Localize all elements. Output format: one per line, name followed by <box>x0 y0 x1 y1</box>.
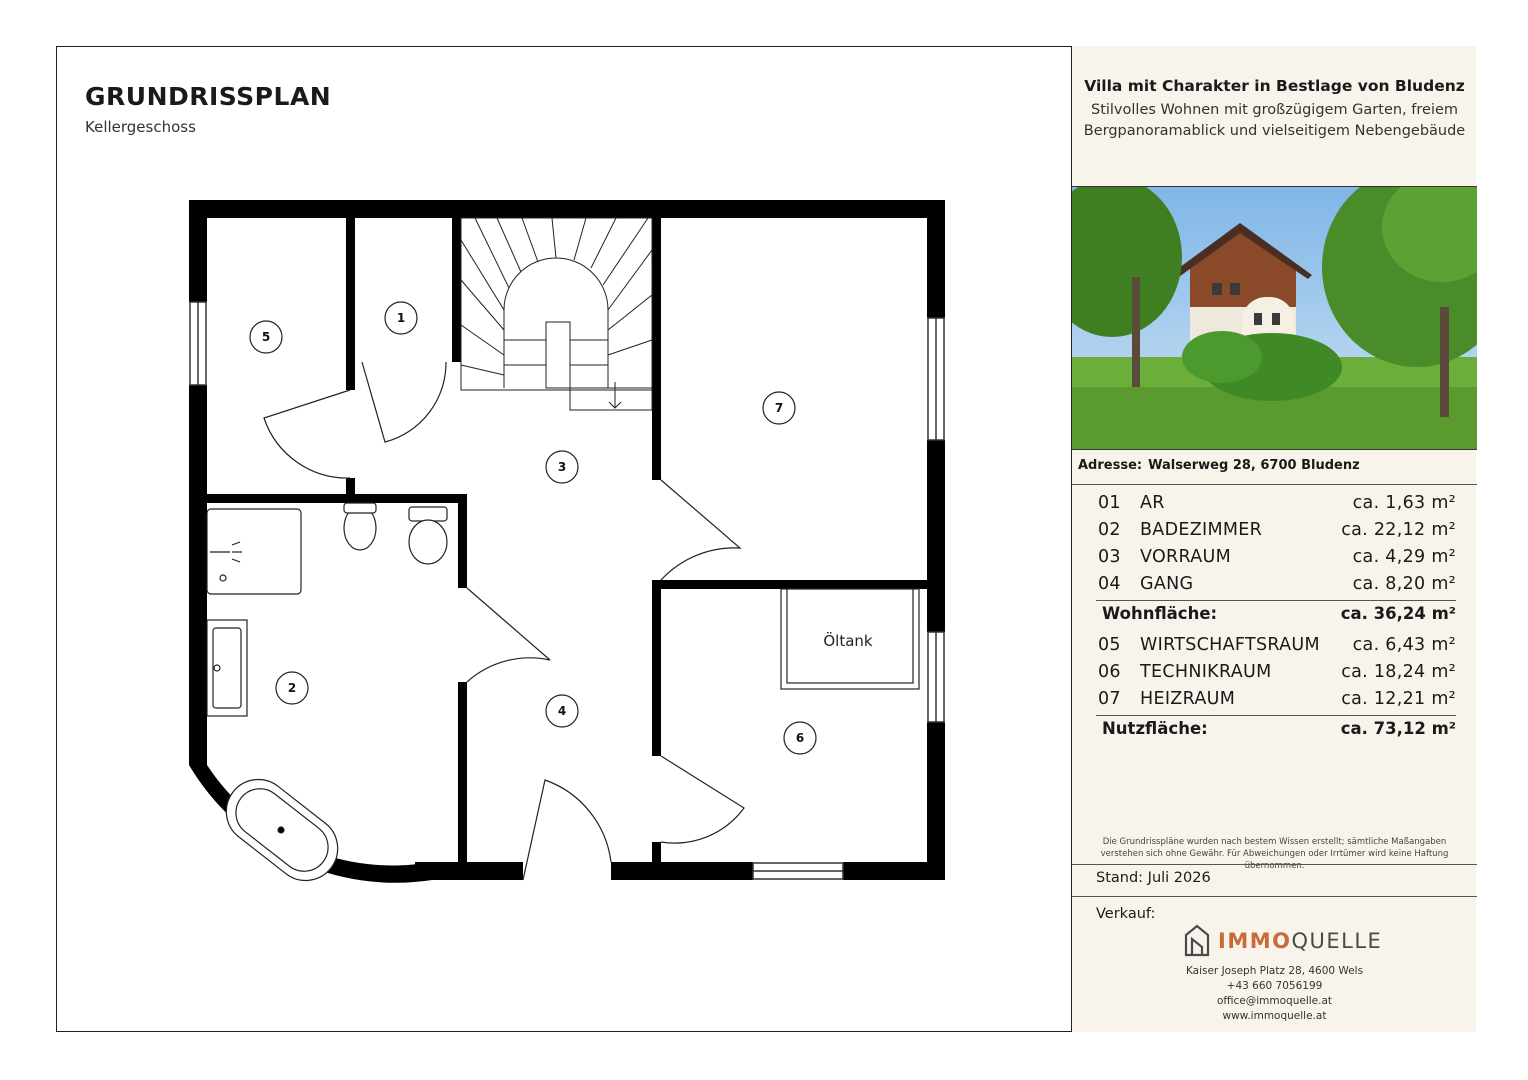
door-1 <box>362 362 446 442</box>
room-row: 06 TECHNIKRAUM ca. 18,24 m² <box>1098 662 1456 682</box>
room-number-2: 2 <box>287 681 297 695</box>
room-number-5: 5 <box>261 330 271 344</box>
divider <box>1072 484 1477 485</box>
company-logo <box>1182 923 1383 957</box>
door-swings <box>264 362 744 880</box>
bathroom-fixtures <box>207 503 447 893</box>
wall-2-hall-upper <box>458 494 467 588</box>
address-value: Walserweg 28, 6700 Bludenz <box>1148 458 1360 473</box>
toilet-2 <box>409 507 447 521</box>
door-7 <box>661 480 740 580</box>
door-6 <box>661 756 744 843</box>
listing-description: Stilvolles Wohnen mit großzügigem Garten, freiem Bergpanoramablick und vielseitigem Nebengebäude <box>1083 102 1466 139</box>
room-number-1: 1 <box>396 311 406 325</box>
room-row: 07 HEIZRAUM ca. 12,21 m² <box>1098 689 1456 709</box>
wall-5-1 <box>346 218 355 390</box>
contact-address: Kaiser Joseph Platz 28, 4600 Wels <box>1185 965 1364 977</box>
room-number-3: 3 <box>557 460 567 474</box>
staircase <box>461 218 652 410</box>
wall-right-2 <box>927 440 945 632</box>
wall-left-lower <box>189 385 207 765</box>
wall-right-3 <box>927 722 945 880</box>
address-label: Adresse: <box>1078 458 1143 473</box>
divider <box>1072 896 1477 897</box>
listing-title: Villa mit Charakter in Bestlage von Bludenz <box>1084 77 1465 95</box>
door-5 <box>264 390 350 478</box>
room-row: 02 BADEZIMMER ca. 22,12 m² <box>1098 520 1456 540</box>
wohnflaeche-row: Wohnfläche: ca. 36,24 m² <box>1096 598 1456 632</box>
nutzflaeche-row: Nutzfläche: ca. 73,12 m² <box>1096 713 1456 747</box>
wall-left-upper <box>189 200 207 302</box>
wall-1-3 <box>452 218 461 362</box>
contact-email[interactable]: office@immoquelle.at <box>1216 995 1333 1007</box>
tank-label: Öltank <box>823 632 873 650</box>
address-line <box>1078 458 1366 473</box>
wall-7-6 <box>652 580 927 589</box>
floor-subtitle: Kellergeschoss <box>85 118 196 136</box>
room-table <box>1096 490 1456 747</box>
verkauf-label: Verkauf: <box>1096 906 1156 922</box>
house-photo <box>1072 186 1477 450</box>
sidebar-header <box>1072 46 1477 186</box>
wall-hall-7-upper <box>652 218 661 480</box>
room-row: 05 WIRTSCHAFTSRAUM ca. 6,43 m² <box>1098 635 1456 655</box>
logo-wordmark: IMMOQUELLE <box>1218 929 1383 953</box>
room-number-6: 6 <box>795 731 805 745</box>
room-number-4: 4 <box>557 704 567 718</box>
wall-top <box>189 200 945 218</box>
wall-bottom-2 <box>611 862 753 880</box>
disclaimer: Die Grundrisspläne wurden nach bestem Wissen erstellt; sämtliche Maßangaben verstehen sich ohne Gewähr. Für Abweichungen oder Irrtümer wird keine Haftung übernommen. <box>1100 837 1449 871</box>
stand-date: Stand: Juli 2026 <box>1096 870 1211 886</box>
wall-5-2 <box>207 494 467 503</box>
room-row: 03 VORRAUM ca. 4,29 m² <box>1098 547 1456 567</box>
divider <box>1072 864 1477 865</box>
wall-hall-6-upper <box>652 580 661 756</box>
contact-phone[interactable]: +43 660 7056199 <box>1226 980 1323 992</box>
house-logo-icon <box>1182 923 1212 957</box>
room-number-7: 7 <box>774 401 784 415</box>
wall-hall-6-stub <box>652 842 661 862</box>
contact-website[interactable]: www.immoquelle.at <box>1222 1010 1327 1022</box>
info-sidebar <box>1071 46 1476 1032</box>
door-entry <box>523 780 611 880</box>
room-row: 04 GANG ca. 8,20 m² <box>1098 574 1456 594</box>
wall-bottom-3 <box>843 862 945 880</box>
room-row: 01 AR ca. 1,63 m² <box>1098 493 1456 513</box>
door-2 <box>467 588 550 682</box>
contact-block <box>1072 964 1477 1024</box>
wall-right-1 <box>927 200 945 318</box>
wall-2-hall-lower <box>458 682 467 862</box>
page-title: GRUNDRISSPLAN <box>85 82 332 111</box>
